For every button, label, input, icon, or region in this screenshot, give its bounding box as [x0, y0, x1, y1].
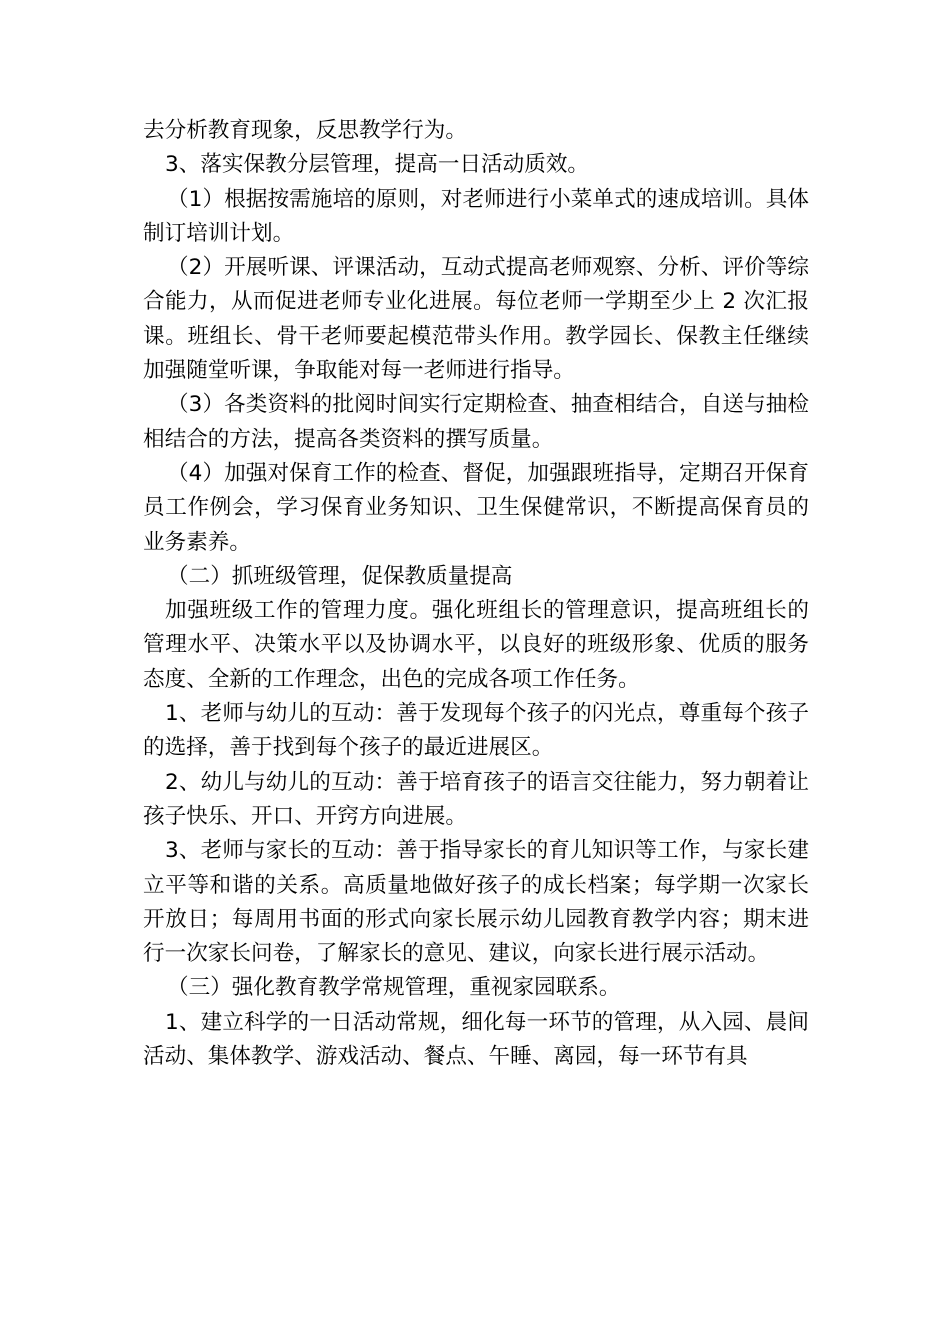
paragraph-class-management: 加强班级工作的管理力度。强化班组长的管理意识，提高班组长的管理水平、决策水平以及协调水平，以良好的班级形象、优质的服务态度、全新的工作理念，出色的完成各项工作任务。: [143, 598, 809, 692]
paragraph-interaction-1: 1、老师与幼儿的互动：善于发现每个孩子的闪光点，尊重每个孩子的选择，善于找到每个孩子的最近进展区。: [143, 701, 809, 761]
section-heading-3: （三）强化教育教学常规管理，重视家园联系。: [167, 975, 621, 1001]
paragraph-sub-4: （4）加强对保育工作的检查、督促，加强跟班指导，定期召开保育员工作例会，学习保育业务知识、卫生保健常识，不断提高保育员的业务素养。: [143, 460, 809, 555]
paragraph-routine-1: 1、建立科学的一日活动常规，细化每一环节的管理，从入园、晨间活动、集体教学、游戏活动、餐点、午睡、离园，每一环节有具: [143, 1009, 809, 1070]
paragraph-continuation: 去分析教育现象，反思教学行为。: [143, 118, 467, 143]
paragraph-sub-2: （2）开展听课、评课活动，互动式提高老师观察、分析、评价等综合能力，从而促进老师专业化进展。每位老师一学期至少上 2 次汇报课。班组长、骨干老师要起模范带头作用。教学园长、保教主任继续加强随堂听课，争取能对每一老师进行指导。: [143, 255, 809, 384]
paragraph-sub-3: （3）各类资料的批阅时间实行定期检查、抽查相结合，自送与抽检相结合的方法，提高各类资料的撰写质量。: [143, 392, 809, 452]
paragraph-item-3: 3、落实保教分层管理，提高一日活动质效。: [165, 152, 590, 178]
paragraph-interaction-3: 3、老师与家长的互动：善于指导家长的育儿知识等工作，与家长建立平等和谐的关系。高质量地做好孩子的成长档案；每学期一次家长开放日；每周用书面的形式向家长展示幼儿园教育教学内容；期末进行一次家长问卷，了解家长的意见、建议，向家长进行展示活动。: [143, 838, 809, 967]
paragraph-interaction-2: 2、幼儿与幼儿的互动：善于培育孩子的语言交往能力，努力朝着让孩子快乐、开口、开窍方向进展。: [143, 769, 809, 829]
section-heading-2: （二）抓班级管理，促保教质量提高: [167, 563, 513, 589]
paragraph-sub-1: （1）根据按需施培的原则，对老师进行小菜单式的速成培训。具体制订培训计划。: [143, 186, 809, 246]
document-body: [143, 114, 809, 1074]
